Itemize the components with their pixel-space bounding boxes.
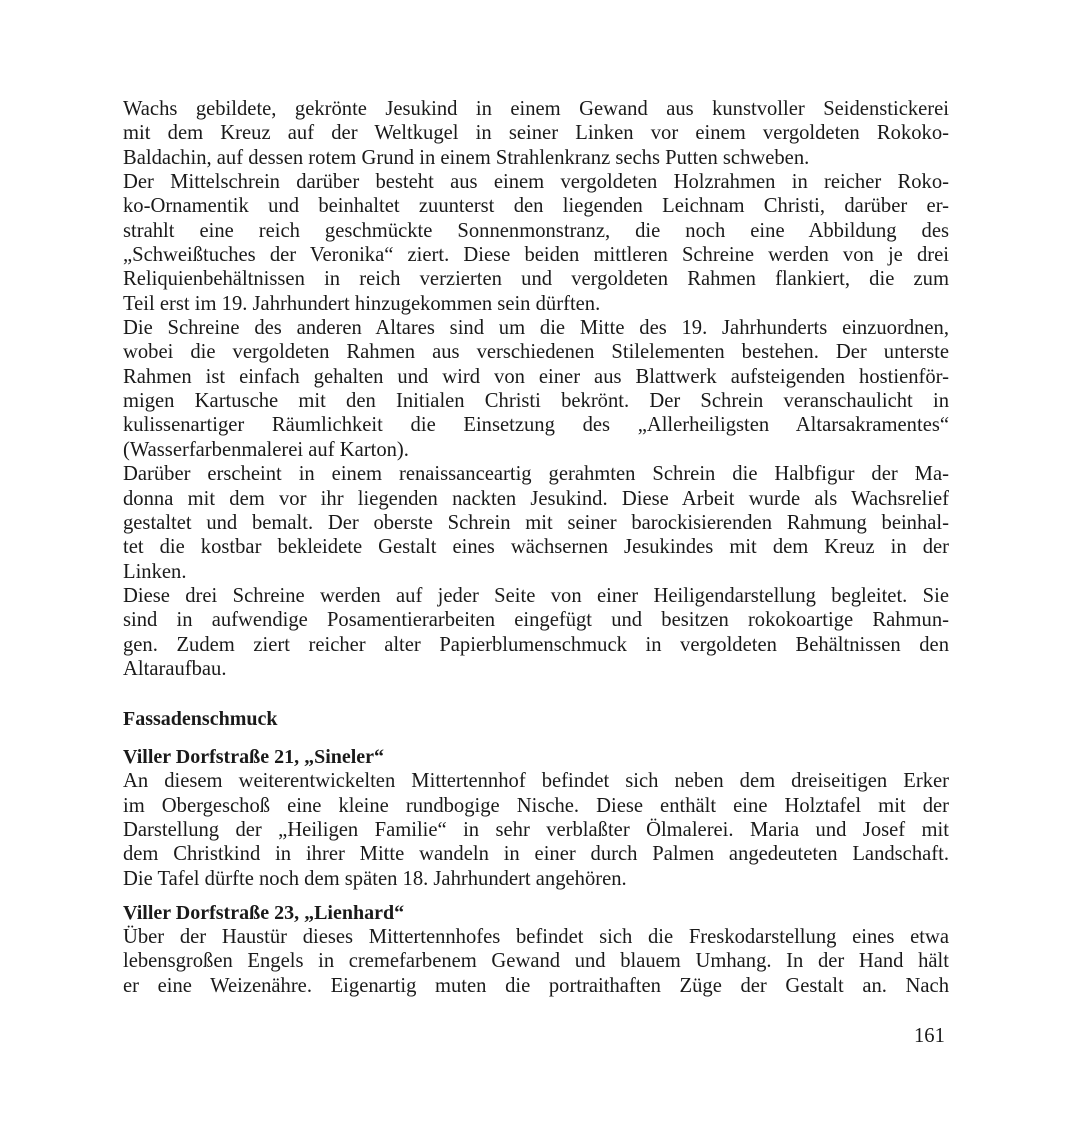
entry-heading: Viller Dorfstraße 21, „Sineler“: [123, 746, 385, 769]
text-line: strahlt eine reich geschmückte Sonnenmonstranz, die noch eine Abbildung des: [123, 219, 949, 242]
text-line: gen. Zudem ziert reicher alter Papierblumenschmuck in vergoldeten Behältnissen den: [123, 633, 949, 656]
text-line: donna mit dem vor ihr liegenden nackten Jesukind. Diese Arbeit wurde als Wachsrelief: [123, 487, 949, 510]
text-line: tet die kostbar bekleidete Gestalt eines wächsernen Jesukindes mit dem Kreuz in der: [123, 536, 949, 559]
entry-heading: Viller Dorfstraße 23, „Lienhard“: [123, 901, 405, 924]
text-line: Die Schreine des anderen Altares sind um die Mitte des 19. Jahrhunderts einzuordnen,: [123, 317, 949, 340]
text-line: kulissenartiger Räumlichkeit die Einsetzung des „Allerheiligsten Altarsakramentes“: [123, 414, 949, 437]
text-line: sind in aufwendige Posamentierarbeiten eingefügt und besitzen rokokoartige Rahmun-: [123, 609, 949, 632]
entry-sineler: [123, 745, 949, 891]
text-line: „Schweißtuches der Veronika“ ziert. Diese beiden mittleren Schreine werden von je drei: [123, 244, 949, 267]
text-line: ko-Ornamentik und beinhaltet zuunterst den liegenden Leichnam Christi, darüber er-: [123, 195, 949, 218]
text-line: im Obergeschoß eine kleine rundbogige Nische. Diese enthält eine Holztafel mit der: [123, 794, 949, 817]
text-line: Altaraufbau.: [123, 657, 227, 680]
entry-lienhard: [123, 901, 949, 998]
text-line: er eine Weizenähre. Eigenartig muten die portraithaften Züge der Gestalt an. Nach: [123, 974, 949, 997]
paragraph-2: [123, 170, 949, 316]
text-line: Der Mittelschrein darüber besteht aus einem vergoldeten Holzrahmen in reicher Roko-: [123, 171, 949, 194]
paragraph-5: [123, 584, 949, 681]
entry-paragraph: [123, 925, 949, 998]
paragraph-1: [123, 97, 949, 170]
text-line: Die Tafel dürfte noch dem späten 18. Jahrhundert angehören.: [123, 867, 627, 890]
text-line: Darüber erscheint in einem renaissanceartig gerahmten Schrein die Halbfigur der Ma-: [123, 463, 949, 486]
page-body: [123, 97, 949, 1008]
text-line: Reliquienbehältnissen in reich verzierten und vergoldeten Rahmen flankiert, die zum: [123, 268, 949, 291]
text-line: lebensgroßen Engels in cremefarbenem Gewand und blauem Umhang. In der Hand hält: [123, 950, 949, 973]
page-number: 161: [914, 1025, 945, 1047]
text-line: Darstellung der „Heiligen Familie“ in sehr verblaßter Ölmalerei. Maria und Josef mit: [123, 818, 949, 841]
entry-paragraph: [123, 769, 949, 891]
text-line: wobei die vergoldeten Rahmen aus verschiedenen Stilelementen bestehen. Der unterste: [123, 341, 949, 364]
text-line: dem Christkind in ihrer Mitte wandeln in einer durch Palmen angedeuteten Landschaft.: [123, 843, 949, 866]
text-line: mit dem Kreuz auf der Weltkugel in seiner Linken vor einem vergoldeten Rokoko-: [123, 122, 949, 145]
text-line: Baldachin, auf dessen rotem Grund in einem Strahlenkranz sechs Putten schweben.: [123, 146, 810, 169]
paragraph-4: [123, 462, 949, 584]
text-line: migen Kartusche mit den Initialen Christi bekrönt. Der Schrein veranschaulicht in: [123, 390, 949, 413]
text-line: gestaltet und bemalt. Der oberste Schrein mit seiner barockisierenden Rahmung beinhal-: [123, 511, 949, 534]
text-line: Wachs gebildete, gekrönte Jesukind in einem Gewand aus kunstvoller Seidenstickerei: [123, 98, 949, 120]
paragraph-3: [123, 316, 949, 462]
text-line: An diesem weiterentwickelten Mittertennhof befindet sich neben dem dreiseitigen Erker: [123, 770, 949, 793]
text-line: Diese drei Schreine werden auf jeder Seite von einer Heiligendarstellung begleitet. Sie: [123, 584, 949, 607]
text-line: (Wasserfarbenmalerei auf Karton).: [123, 438, 409, 461]
text-line: Über der Haustür dieses Mittertennhofes befindet sich die Freskodarstellung eines etwa: [123, 925, 949, 948]
text-line: Linken.: [123, 560, 187, 583]
section-heading: Fassadenschmuck: [123, 708, 278, 731]
text-line: Teil erst im 19. Jahrhundert hinzugekommen sein dürften.: [123, 292, 601, 315]
text-line: Rahmen ist einfach gehalten und wird von einer aus Blattwerk aufsteigenden hostienför-: [123, 365, 949, 388]
